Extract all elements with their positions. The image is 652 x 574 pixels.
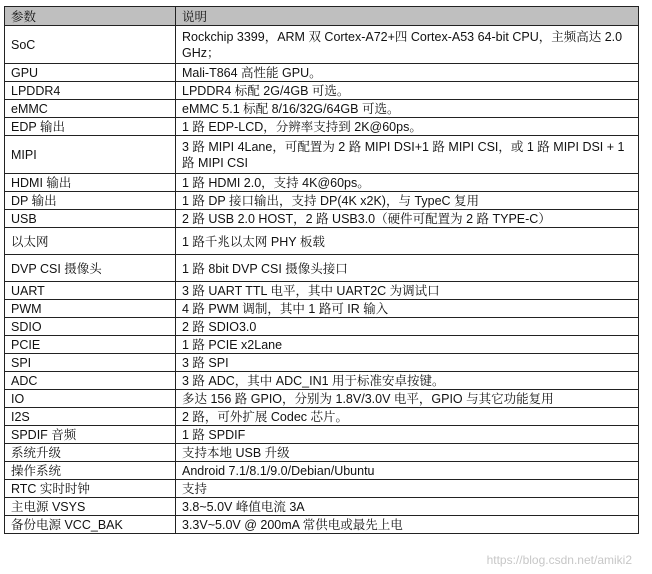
desc-cell: 1 路千兆以太网 PHY 板载 [176, 228, 639, 255]
table-row [5, 210, 639, 228]
param-cell: SPDIF 音频 [5, 426, 176, 444]
param-cell: 以太网 [5, 228, 176, 255]
desc-cell: 3 路 UART TTL 电平，其中 UART2C 为调试口 [176, 282, 639, 300]
desc-cell: Android 7.1/8.1/9.0/Debian/Ubuntu [176, 462, 639, 480]
table-row [5, 354, 639, 372]
table-row [5, 64, 639, 82]
table-row [5, 136, 639, 174]
table-row [5, 444, 639, 462]
desc-cell: 2 路 SDIO3.0 [176, 318, 639, 336]
desc-cell: 1 路 8bit DVP CSI 摄像头接口 [176, 255, 639, 282]
param-cell: DP 输出 [5, 192, 176, 210]
param-cell: PWM [5, 300, 176, 318]
param-cell: I2S [5, 408, 176, 426]
param-cell: MIPI [5, 136, 176, 174]
table-body [5, 26, 639, 534]
desc-cell: 2 路，可外扩展 Codec 芯片。 [176, 408, 639, 426]
watermark-text: https://blog.csdn.net/amiki2 [486, 553, 632, 567]
desc-cell: 1 路 PCIE x2Lane [176, 336, 639, 354]
param-cell: SDIO [5, 318, 176, 336]
desc-cell: 3 路 ADC，其中 ADC_IN1 用于标准安卓按键。 [176, 372, 639, 390]
param-cell: 主电源 VSYS [5, 498, 176, 516]
table-row [5, 118, 639, 136]
table-row [5, 82, 639, 100]
desc-cell: 2 路 USB 2.0 HOST，2 路 USB3.0（硬件可配置为 2 路 TYPE-C） [176, 210, 639, 228]
table-row [5, 372, 639, 390]
param-cell: GPU [5, 64, 176, 82]
desc-cell: Rockchip 3399，ARM 双 Cortex-A72+四 Cortex-A53 64-bit CPU，主频高达 2.0 GHz； [176, 26, 639, 64]
table-row [5, 408, 639, 426]
table-row [5, 462, 639, 480]
param-cell: 系统升级 [5, 444, 176, 462]
desc-cell: 1 路 DP 接口输出，支持 DP(4K x2K)，与 TypeC 复用 [176, 192, 639, 210]
param-cell: 备份电源 VCC_BAK [5, 516, 176, 534]
param-cell: HDMI 输出 [5, 174, 176, 192]
header-param: 参数 [5, 7, 176, 26]
param-cell: eMMC [5, 100, 176, 118]
desc-cell: Mali-T864 高性能 GPU。 [176, 64, 639, 82]
desc-cell: 支持 [176, 480, 639, 498]
table-row [5, 498, 639, 516]
param-cell: LPDDR4 [5, 82, 176, 100]
table-row [5, 516, 639, 534]
param-cell: USB [5, 210, 176, 228]
param-cell: 操作系统 [5, 462, 176, 480]
param-cell: IO [5, 390, 176, 408]
desc-cell: 多达 156 路 GPIO，分别为 1.8V/3.0V 电平，GPIO 与其它功能复用 [176, 390, 639, 408]
param-cell: PCIE [5, 336, 176, 354]
desc-cell: 支持本地 USB 升级 [176, 444, 639, 462]
desc-cell: 1 路 EDP-LCD，分辨率支持到 2K@60ps。 [176, 118, 639, 136]
desc-cell: LPDDR4 标配 2G/4GB 可选。 [176, 82, 639, 100]
table-row [5, 390, 639, 408]
table-row [5, 255, 639, 282]
table-row [5, 300, 639, 318]
param-cell: RTC 实时时钟 [5, 480, 176, 498]
param-cell: DVP CSI 摄像头 [5, 255, 176, 282]
desc-cell: 3.8~5.0V 峰值电流 3A [176, 498, 639, 516]
param-cell: EDP 输出 [5, 118, 176, 136]
desc-cell: 4 路 PWM 调制，其中 1 路可 IR 输入 [176, 300, 639, 318]
spec-table [4, 6, 639, 534]
desc-cell: 1 路 SPDIF [176, 426, 639, 444]
param-cell: UART [5, 282, 176, 300]
desc-cell: 3.3V~5.0V @ 200mA 常供电或最先上电 [176, 516, 639, 534]
desc-cell: 3 路 SPI [176, 354, 639, 372]
table-row [5, 318, 639, 336]
param-cell: SPI [5, 354, 176, 372]
table-row [5, 228, 639, 255]
param-cell: ADC [5, 372, 176, 390]
table-row [5, 174, 639, 192]
table-row [5, 192, 639, 210]
table-row [5, 480, 639, 498]
table-row [5, 426, 639, 444]
desc-cell: 1 路 HDMI 2.0，支持 4K@60ps。 [176, 174, 639, 192]
table-header-row [5, 7, 639, 26]
desc-cell: 3 路 MIPI 4Lane，可配置为 2 路 MIPI DSI+1 路 MIPI CSI，或 1 路 MIPI DSI + 1 路 MIPI CSI [176, 136, 639, 174]
param-cell: SoC [5, 26, 176, 64]
table-row [5, 336, 639, 354]
table-row [5, 282, 639, 300]
table-row [5, 26, 639, 64]
table-row [5, 100, 639, 118]
desc-cell: eMMC 5.1 标配 8/16/32G/64GB 可选。 [176, 100, 639, 118]
header-desc: 说明 [176, 7, 639, 26]
